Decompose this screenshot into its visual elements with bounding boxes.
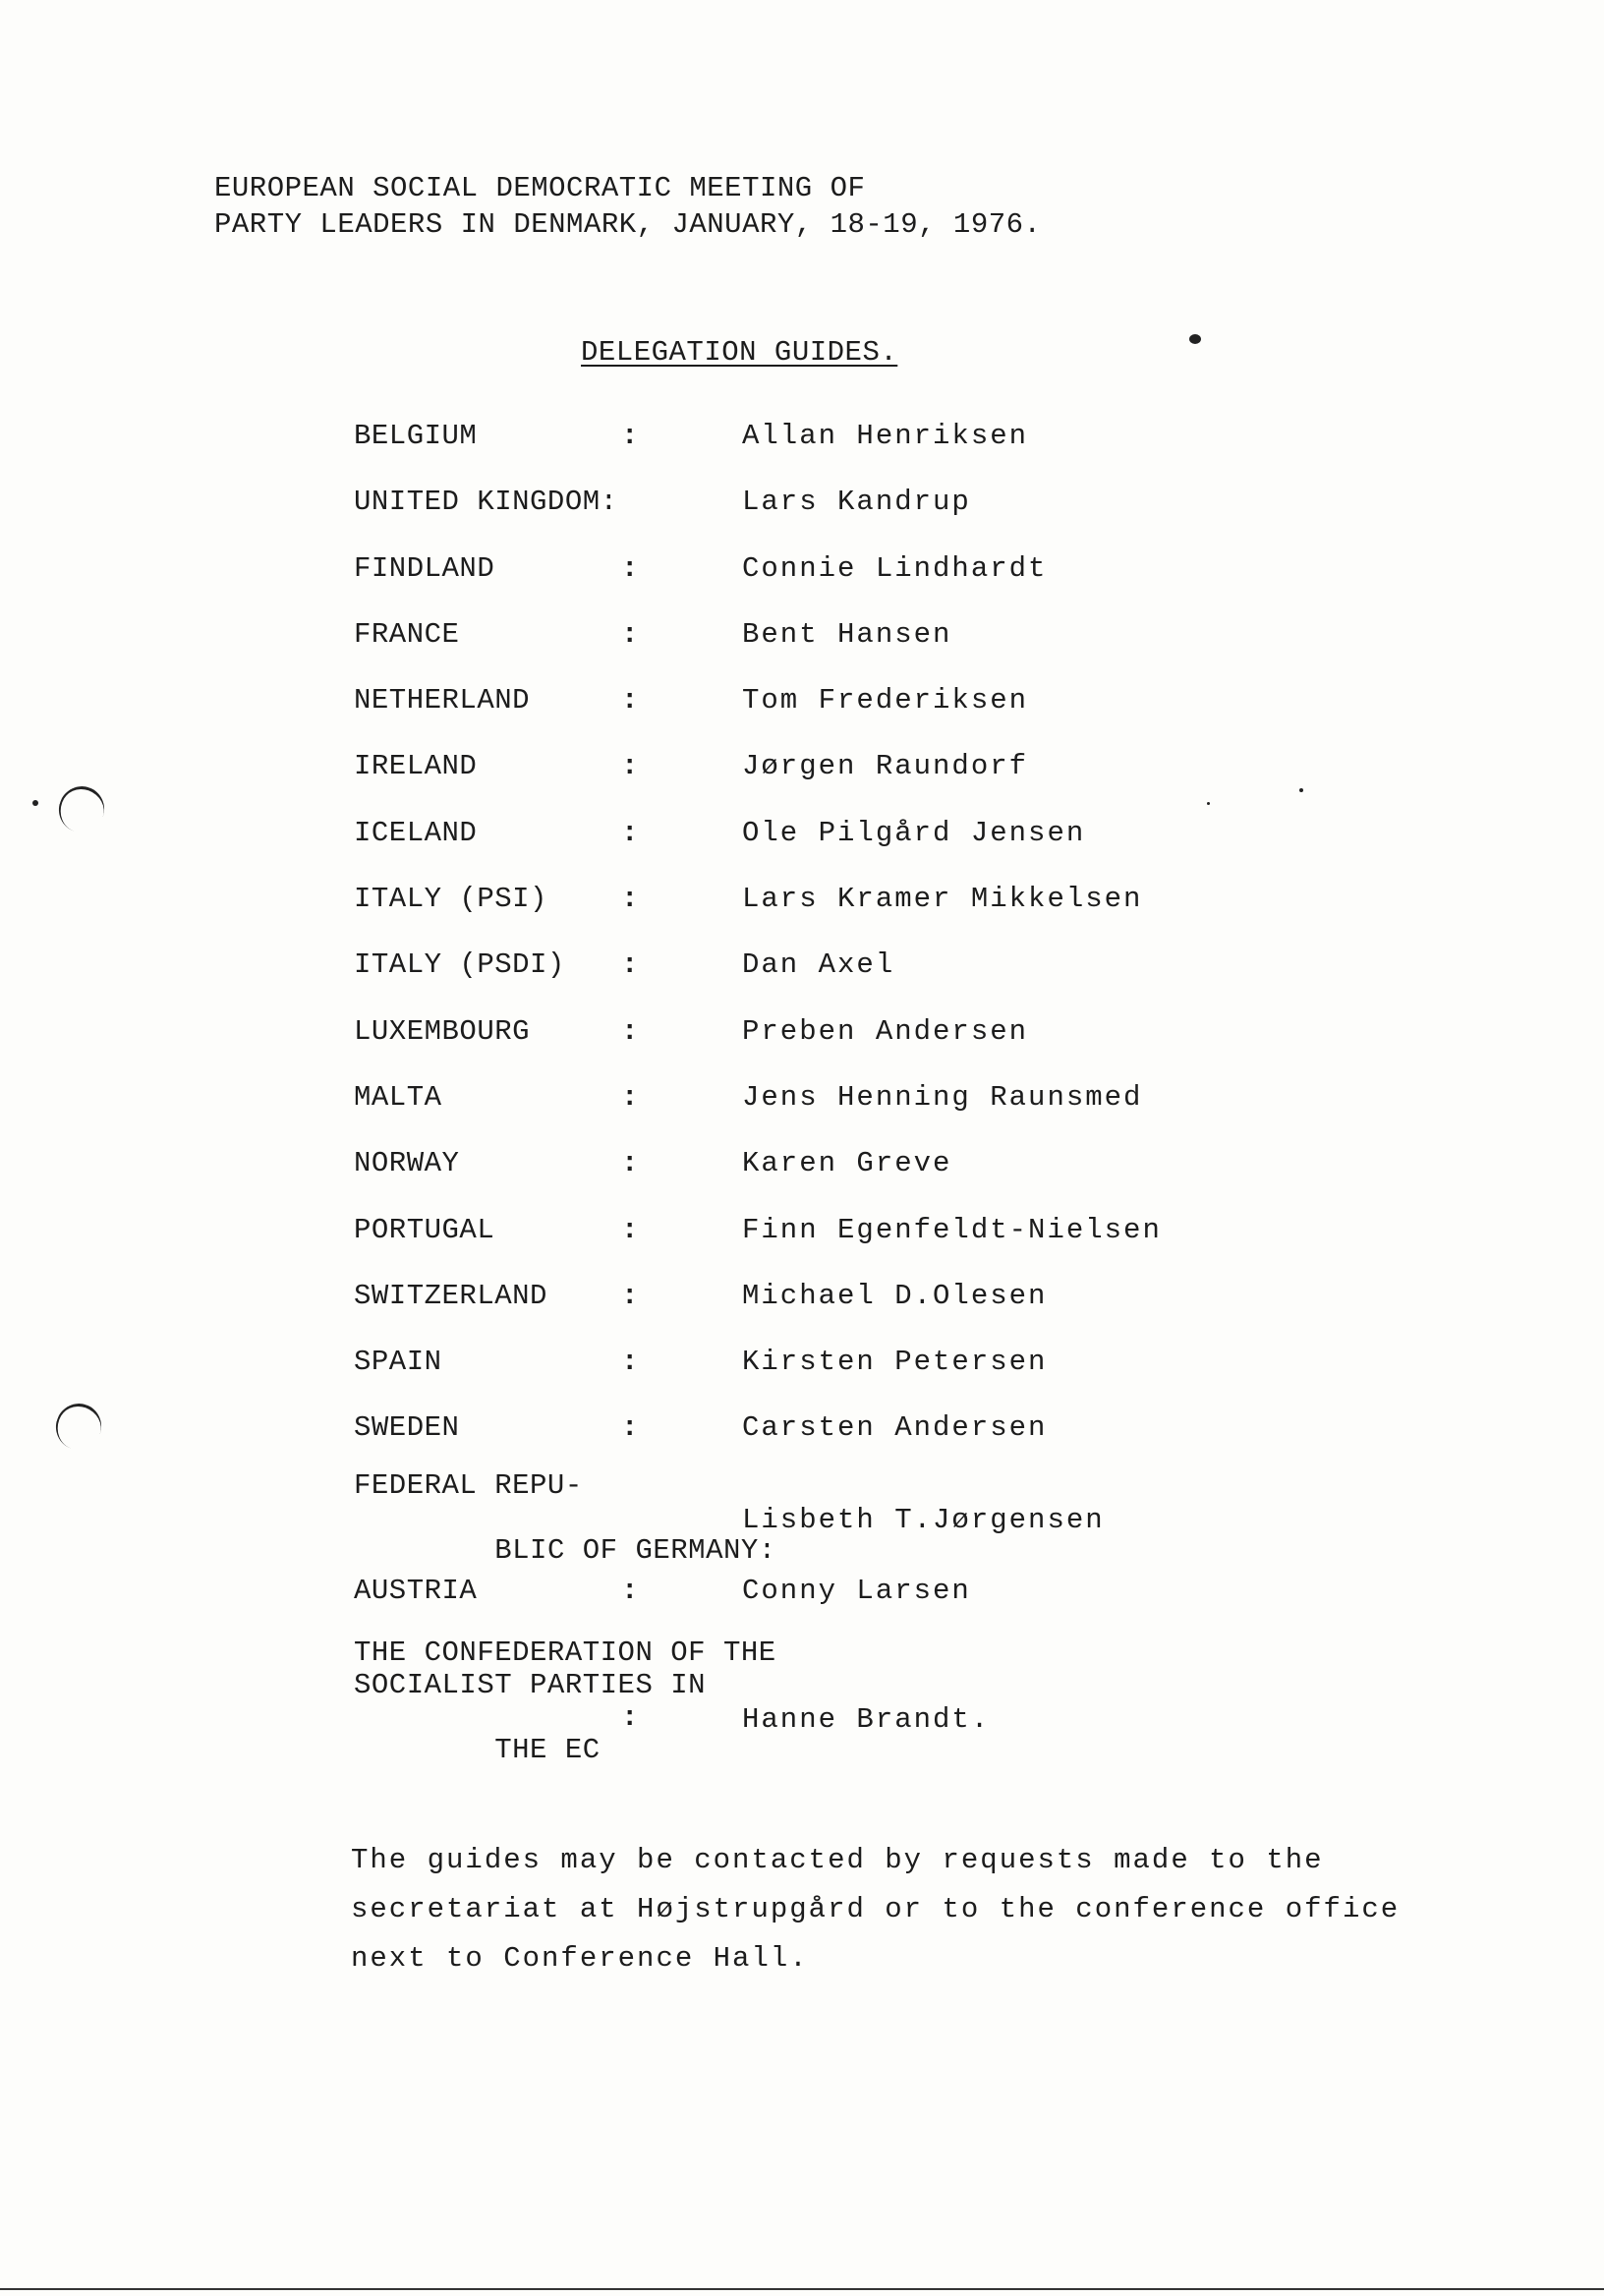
country-name: NETHERLAND: [354, 684, 531, 718]
separator: :: [621, 420, 639, 452]
ink-speck: [32, 800, 38, 806]
guide-row: [354, 615, 1238, 681]
guide-row: [354, 1211, 1238, 1277]
country-name-line-1: FEDERAL REPU-: [354, 1469, 583, 1503]
section-title: DELEGATION GUIDES.: [581, 336, 898, 369]
country-name-line-1: THE CONFEDERATION OF THE: [354, 1636, 776, 1670]
country-name: FINDLAND: [354, 551, 495, 585]
country-name: SWEDEN: [354, 1411, 460, 1445]
separator: :: [621, 1701, 639, 1735]
guide-row-germany: [354, 1469, 1238, 1572]
country-name: PORTUGAL: [354, 1213, 495, 1246]
guide-name: Preben Andersen: [742, 1014, 1029, 1048]
country-name-line-2: BLIC OF GERMANY:: [494, 1534, 776, 1568]
punch-hole-mark-upper: [52, 780, 110, 839]
separator: :: [621, 617, 639, 651]
country-name: SPAIN: [354, 1346, 442, 1379]
guide-name: Connie Lindhardt: [742, 551, 1048, 585]
separator: :: [621, 948, 639, 982]
guide-name: Ole Pilgård Jensen: [742, 816, 1086, 849]
country-name-line-2-row: [354, 1502, 1238, 1568]
separator: :: [621, 750, 639, 783]
guide-row: [354, 814, 1238, 880]
guide-row: [354, 946, 1238, 1011]
bottom-scan-edge: [0, 2288, 1604, 2290]
country-name-line-3-row: [354, 1701, 1238, 1767]
separator: :: [621, 1014, 639, 1048]
country-name: LUXEMBOURG: [354, 1014, 531, 1048]
separator: :: [621, 1575, 639, 1608]
separator: :: [621, 1411, 639, 1445]
country-name: FRANCE: [354, 617, 460, 651]
guide-name: Kirsten Petersen: [742, 1346, 1048, 1379]
separator: :: [621, 1080, 639, 1114]
guide-row: [354, 417, 1238, 483]
guide-name: Finn Egenfeldt-Nielsen: [742, 1213, 1162, 1246]
separator: :: [621, 883, 639, 916]
country-name: UNITED KINGDOM:: [354, 486, 618, 519]
guide-row: [354, 483, 1238, 548]
guide-name: Hanne Brandt.: [742, 1703, 991, 1737]
separator: :: [621, 1147, 639, 1180]
separator: :: [621, 1279, 639, 1312]
country-name: ICELAND: [354, 816, 478, 849]
guide-name: Dan Axel: [742, 948, 895, 982]
guide-row: [354, 1078, 1238, 1144]
country-name: IRELAND: [354, 750, 478, 783]
guide-row: [354, 1408, 1238, 1469]
country-name: MALTA: [354, 1080, 442, 1114]
guide-name: Lars Kramer Mikkelsen: [742, 883, 1143, 916]
country-name: NORWAY: [354, 1147, 460, 1180]
guide-row: [354, 1144, 1238, 1210]
country-name-line-3: THE EC: [494, 1734, 601, 1767]
separator: :: [621, 816, 639, 849]
country-name: ITALY (PSI): [354, 883, 547, 916]
guide-row: [354, 880, 1238, 946]
country-name: AUSTRIA: [354, 1575, 478, 1608]
ink-speck: [1189, 334, 1201, 344]
guide-name: Allan Henriksen: [742, 420, 1029, 452]
note-line-2: secretariat at Højstrupgård or to the conference office: [351, 1893, 1401, 1925]
guide-name: Lars Kandrup: [742, 486, 971, 519]
separator: :: [621, 551, 639, 585]
separator: :: [621, 1213, 639, 1246]
guide-row: [354, 1277, 1238, 1343]
separator: :: [621, 684, 639, 718]
guide-row-confederation: [354, 1636, 1238, 1767]
document-heading: [214, 170, 1041, 243]
heading-line-2: PARTY LEADERS IN DENMARK, JANUARY, 18-19, 1976.: [214, 208, 1042, 241]
country-name: BELGIUM: [354, 420, 478, 452]
delegation-guides-list: [354, 417, 1238, 1767]
guide-name: Lisbeth T.Jørgensen: [742, 1504, 1105, 1537]
guide-name: Jørgen Raundorf: [742, 750, 1029, 783]
country-name-line-2: SOCIALIST PARTIES IN: [354, 1669, 707, 1702]
contact-note: [351, 1836, 1530, 1983]
guide-name: Carsten Andersen: [742, 1411, 1048, 1445]
guide-row: [354, 1012, 1238, 1078]
ink-speck: [1207, 802, 1210, 805]
guide-row: [354, 1343, 1238, 1408]
guide-row: [354, 747, 1238, 813]
punch-hole-mark-lower: [49, 1398, 107, 1457]
guide-name: Conny Larsen: [742, 1575, 971, 1608]
guide-name: Bent Hansen: [742, 617, 952, 651]
note-line-1: The guides may be contacted by requests made to the: [351, 1844, 1324, 1876]
guide-row-austria: [354, 1572, 1238, 1636]
guide-name: Michael D.Olesen: [742, 1279, 1048, 1312]
separator: :: [621, 1346, 639, 1379]
guide-name: Karen Greve: [742, 1147, 952, 1180]
guide-row: [354, 549, 1238, 615]
guide-name: Jens Henning Raunsmed: [742, 1080, 1143, 1114]
country-name: SWITZERLAND: [354, 1279, 547, 1312]
note-line-3: next to Conference Hall.: [351, 1942, 809, 1975]
guide-name: Tom Frederiksen: [742, 684, 1029, 718]
guide-row: [354, 681, 1238, 747]
country-name: ITALY (PSDI): [354, 948, 565, 982]
ink-speck: [1299, 788, 1303, 792]
heading-line-1: EUROPEAN SOCIAL DEMOCRATIC MEETING OF: [214, 172, 866, 204]
